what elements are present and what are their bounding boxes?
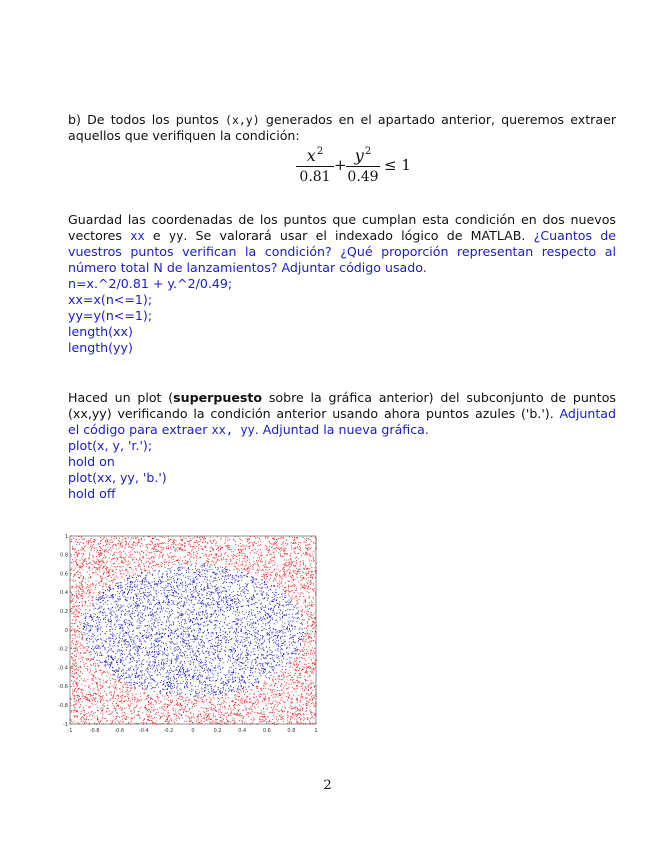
code-line: hold off — [68, 486, 116, 501]
ellipse-inequality-formula — [296, 143, 416, 189]
code-line: yy=y(n<=1); — [68, 308, 153, 323]
leq-one: ≤ 1 — [384, 156, 411, 174]
x-tick-label: 0.4 — [238, 728, 247, 734]
code-block-1 — [68, 276, 616, 356]
code-block-2 — [68, 438, 616, 502]
paragraph2-line-3: el código para extraer xx, yy. Adjuntad la nueva gráfica. — [68, 422, 429, 437]
fraction-x: $x^2$ 0.81 — [296, 143, 334, 186]
fraction-y: $y^2$ 0.49 — [347, 146, 379, 185]
x-tick-label: 0.6 — [262, 728, 271, 734]
code-line: xx=x(n<=1); — [68, 292, 153, 307]
x-tick-label: 0.8 — [287, 728, 296, 734]
paragraph1-line-4: número total N de lanzamientos? Adjuntar código usado. — [68, 260, 427, 275]
page-number: 2 — [323, 778, 332, 793]
y-tick-label: 0.6 — [60, 571, 68, 578]
y-tick-label: 0.8 — [60, 552, 68, 559]
x-tick-label: 0 — [191, 728, 195, 734]
code-line: length(xx) — [68, 324, 133, 339]
paragraph1-line-3: vuestros puntos verifican la condición? ¿Qué proporción representan respecto al — [68, 244, 616, 259]
x-tick-label: -0.6 — [114, 728, 125, 734]
y-tick-label: 0.2 — [60, 609, 68, 615]
y-tick-label: -1 — [63, 721, 68, 728]
x-tick-label: -1 — [67, 728, 73, 734]
section-b-line-2: aquellos que verifiquen la condición: — [68, 128, 300, 143]
section-b — [68, 112, 616, 144]
y-tick-label: -0.6 — [58, 684, 68, 691]
paragraph-save-coordinates — [68, 212, 616, 276]
x-tick-label: 1 — [314, 728, 318, 734]
paragraph-plot — [68, 390, 616, 438]
code-line: length(yy) — [68, 340, 133, 355]
y-tick-label: 1 — [64, 533, 68, 540]
code-line: n=x.^2/0.81 + y.^2/0.49; — [68, 276, 233, 291]
y-tick-label: -0.8 — [58, 703, 68, 709]
paragraph2-line-1: Haced un plot (superpuesto sobre la gráfica anterior) del subconjunto de puntos — [68, 390, 616, 405]
x-tick-label: -0.4 — [138, 728, 149, 734]
x-tick-label: -0.2 — [163, 728, 174, 734]
code-line: plot(xx, yy, 'b.') — [68, 470, 167, 485]
x-tick-label: -0.8 — [89, 728, 100, 734]
scatter-plot — [58, 532, 323, 737]
code-line: plot(x, y, 'r.'); — [68, 438, 153, 453]
y-tick-label: 0 — [64, 627, 68, 634]
y-tick-label: -0.2 — [58, 646, 68, 653]
plus-sign: + — [334, 156, 347, 174]
y-tick-label: -0.4 — [58, 665, 68, 672]
x-tick-label: 0.2 — [213, 728, 222, 734]
paragraph1-line-1: Guardad las coordenadas de los puntos que cumplan esta condición en dos nuevos — [68, 212, 616, 227]
plot-area — [70, 536, 316, 724]
y-tick-label: 0.4 — [60, 590, 68, 597]
code-line: hold on — [68, 454, 115, 469]
paragraph2-line-2: (xx,yy) verificando la condición anterior usando ahora puntos azules ('b.'). Adjuntad — [68, 406, 616, 421]
section-b-line-1: b) De todos los puntos (x,y) generados en el apartado anterior, queremos extraer — [68, 112, 616, 127]
paragraph1-line-2: vectores xx e yy. Se valorará usar el indexado lógico de MATLAB. ¿Cuantos de — [68, 228, 617, 243]
